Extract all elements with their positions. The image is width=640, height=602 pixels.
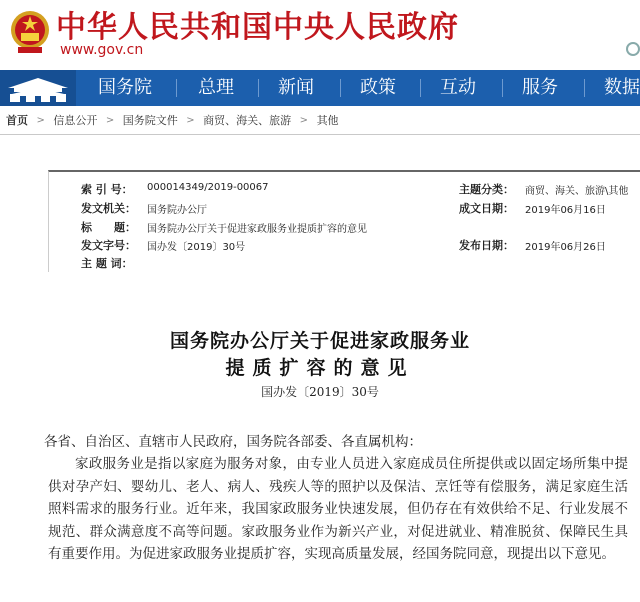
user-icon[interactable] (626, 42, 640, 56)
breadcrumb-item[interactable]: 信息公开 (53, 114, 98, 127)
doc-number-value: 国办发〔2019〕30号 (147, 242, 246, 253)
publish-date-value: 2019年06月26日 (525, 242, 606, 253)
index-number-value: 000014349/2019-00067 (147, 182, 269, 193)
title-label: 标 题： (81, 221, 136, 234)
index-number-label: 索 引 号： (81, 183, 133, 196)
keywords-label: 主 题 词： (81, 257, 133, 270)
document-metadata (48, 170, 640, 272)
written-date-value: 2019年06月16日 (525, 205, 606, 216)
chevron-right-icon: > (186, 114, 195, 126)
document-title-line-2: 提质扩容的意见 (225, 357, 415, 379)
topic-label: 主题分类： (459, 183, 514, 196)
site-title[interactable]: 中华人民共和国中央人民政府 (56, 10, 459, 45)
tiananmen-icon[interactable] (0, 70, 76, 106)
breadcrumb-item[interactable]: 国务院文件 (122, 114, 178, 127)
doc-number-label: 发文字号： (81, 239, 136, 252)
nav-divider (584, 79, 585, 97)
document-number: 国办发〔2019〕30号 (261, 385, 379, 399)
nav-divider (340, 79, 341, 97)
nav-item-news[interactable]: 新闻 (278, 77, 314, 98)
nav-item-interaction[interactable]: 互动 (440, 77, 476, 98)
header-divider (0, 134, 640, 135)
issuer-value: 国务院办公厅 (147, 205, 207, 216)
written-date-label: 成文日期： (459, 202, 514, 215)
addressee-line: 各省、自治区、直辖市人民政府，国务院各部委、各直属机构： (44, 434, 422, 450)
national-emblem-icon[interactable] (8, 6, 52, 56)
nav-item-policy[interactable]: 政策 (360, 77, 396, 98)
publish-date-label: 发布日期： (459, 239, 514, 252)
breadcrumb (6, 112, 339, 130)
document-paragraph: 家政服务业是指以家庭为服务对象，由专业人员进入家庭成员住所提供或以固定场所集中提供对孕产妇、婴幼儿、老人、病人、残疾人等的照护以及保洁、烹饪等有偿服务，满足家庭生活照料需求的服务行业。近年来，我国家政服务业快速发展，但仍存在有效供给不足、行业发展不规范、群众满意度不高等问题。家政服务业作为新兴产业，对促进就业、精准脱贫、保障民生具有重要作用。为促进家政服务业提质扩容，实现高质量发展，经国务院同意，现提出以下意见。 (48, 456, 628, 562)
document-title-line-1: 国务院办公厅关于促进家政服务业 (169, 330, 470, 352)
issuer-label: 发文机关： (81, 202, 136, 215)
topic-value: 商贸、海关、旅游\其他 (525, 186, 629, 197)
nav-divider (502, 79, 503, 97)
chevron-right-icon: > (36, 114, 45, 126)
title-value: 国务院办公厅关于促进家政服务业提质扩容的意见 (147, 224, 367, 235)
breadcrumb-item[interactable]: 其他 (316, 114, 339, 127)
nav-item-premier[interactable]: 总理 (198, 77, 234, 98)
breadcrumb-home[interactable]: 首页 (6, 114, 28, 127)
breadcrumb-item[interactable]: 商贸、海关、旅游 (203, 114, 292, 127)
chevron-right-icon: > (299, 114, 309, 126)
site-url[interactable]: www.gov.cn (60, 42, 144, 58)
nav-item-state-council[interactable]: 国务院 (98, 77, 152, 98)
nav-divider (258, 79, 259, 97)
site-header (0, 0, 640, 68)
nav-item-services[interactable]: 服务 (522, 77, 558, 98)
main-nav (0, 70, 640, 106)
nav-divider (420, 79, 421, 97)
nav-item-data[interactable]: 数据 (604, 77, 640, 98)
chevron-right-icon: > (105, 114, 115, 126)
nav-divider (176, 79, 177, 97)
